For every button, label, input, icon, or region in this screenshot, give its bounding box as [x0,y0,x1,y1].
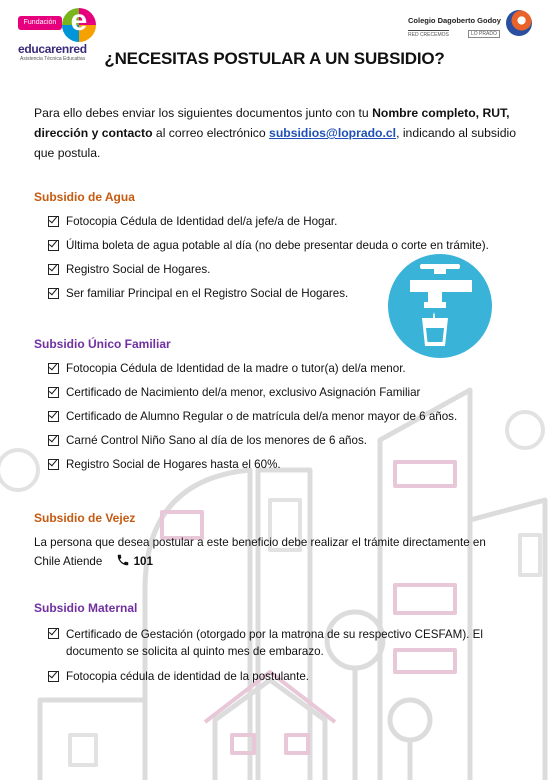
list-item [48,361,518,376]
intro-required-info: Nombre completo, RUT, dirección y contacto [34,106,510,140]
list-item [48,238,518,253]
checkbox-icon [48,288,59,299]
checkbox-icon [48,387,59,398]
logo-subtitle: Asistencia Técnica Educativa [20,56,85,62]
water-tap-icon [388,254,492,358]
intro-text-2: al correo electrónico [152,126,270,140]
section-title-maternal: Subsidio Maternal [34,601,138,615]
colegio-tagline: RED CRECEMOS [408,32,449,38]
list-item [48,626,518,660]
colegio-name: Colegio Dagoberto Godoy [408,16,501,25]
intro-text-3: , indicando al subsidio que postula. [34,126,516,160]
list-item [48,457,518,472]
checkbox-icon [48,411,59,422]
page-title: ¿NECESITAS POSTULAR A UN SUBSIDIO? [104,49,445,68]
list-item-text: Última boleta de agua potable al día (no debe presentar deuda o corte en trámite). [66,239,489,252]
checkbox-icon [48,459,59,470]
colegio-emblem-icon [506,10,532,36]
intro-text-1: Para ello debes enviar los siguientes documentos junto con tu [34,106,373,120]
list-item-text: Certificado de Nacimiento del/a menor, exclusivo Asignación Familiar [66,386,421,399]
list-item [48,433,518,448]
checkbox-icon [48,240,59,251]
colegio-logo [408,10,533,48]
checkbox-icon [48,216,59,227]
colegio-location: LO PRADO [468,30,500,38]
section-title-unico-familiar: Subsidio Único Familiar [34,337,171,351]
list-item-text: Carné Control Niño Sano al día de los menores de 6 años. [66,434,367,447]
phone-icon [116,553,130,567]
phone-number[interactable]: 101 [133,555,153,568]
checkbox-icon [48,671,59,682]
list-item [48,214,518,229]
email-link[interactable]: subsidios@loprado.cl [269,126,397,140]
intro-paragraph [34,103,524,163]
list-item [48,669,518,684]
list-item-text: Fotocopia cédula de identidad de la postulante. [66,670,310,683]
unico-requirements-list [48,361,518,472]
list-item-text: Certificado de Alumno Regular o de matrícula del/a menor mayor de 6 años. [66,410,458,423]
list-item-text: Ser familiar Principal en el Registro Social de Hogares. [66,287,349,300]
vejez-text: La persona que desea postular a este beneficio debe realizar el trámite directamente en Chile Atiende [34,536,486,568]
list-item [48,409,518,424]
section-title-agua: Subsidio de Agua [34,190,135,204]
list-item [48,385,518,400]
section-title-vejez: Subsidio de Vejez [34,511,136,525]
list-item-text: Certificado de Gestación (otorgado por la matrona de su respectivo CESFAM). El documento se solicita al quinto mes de embarazo. [66,628,483,658]
logo-e-icon [62,8,96,42]
list-item-text: Fotocopia Cédula de Identidad de la madre o tutor(a) del/a menor. [66,362,406,375]
list-item-text: Registro Social de Hogares hasta el 60%. [66,458,281,471]
checkbox-icon [48,264,59,275]
checkbox-icon [48,435,59,446]
checkbox-icon [48,363,59,374]
list-item-text: Registro Social de Hogares. [66,263,211,276]
logo-brand-name: educarenred [18,42,87,56]
checkbox-icon [48,628,59,639]
vejez-paragraph [34,533,514,571]
logo-foundation-label: Fundación [18,16,62,30]
list-item-text: Fotocopia Cédula de Identidad del/a jefe/a de Hogar. [66,215,338,228]
maternal-requirements-list [48,626,518,684]
